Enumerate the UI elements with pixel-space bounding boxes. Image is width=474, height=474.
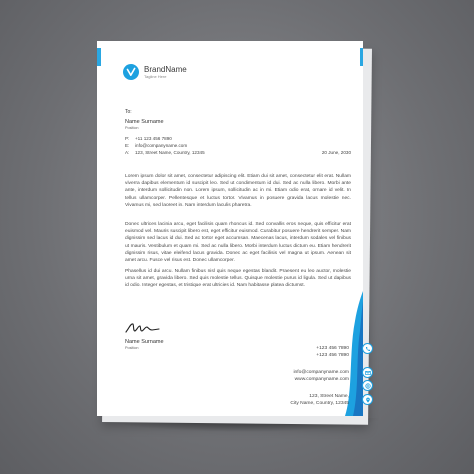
email-icon [362, 367, 373, 378]
letter-date: 20 June, 2030 [321, 150, 351, 155]
sender-name: Name Surname [125, 339, 164, 345]
globe-icon [362, 380, 373, 391]
address-key: A: [125, 150, 130, 155]
footer-phone-2: +123 456 7890 [316, 353, 349, 358]
brand-logo-icon [123, 64, 139, 80]
body-paragraph-2: Donec ultrices lacinia arcu, eget facilisis quam rhoncus id. Sed convallis eros neque, quis efficitur erat euismod vel. Mauris suscipit libero est, eget efficitur euismod. Curabitur posuere hendrerit semper. Nam dignissim sed lacus id dui. Sed ac tortor eget accumsan. Maecenas lacus, interdum sodales vel finibus ut mauris. Vestibulum et quam mi. Sed ac nulla libero. Morbi interdum luctus dictum eu. Etiam hendrerit dignissim risus, vitae eleifend lacus gravida. Donec ac eget facilisis vel magna ut ipsum. Aenean sit amet arcu. Fusce vel risus est. Donec ullamcorper. [125, 222, 351, 264]
brand-name: BrandName [144, 65, 187, 74]
to-label: To: [125, 109, 132, 115]
accent-bar-right [360, 48, 363, 66]
body-paragraph-1: Lorem ipsum dolor sit amet, consectetur adipiscing elit. Etiam dui sit amet, consectetur elit erat. Nullam viverra dapibus elementum id suscipit leo. Sed ut condimentum id dui. Sed ac nulla libero. Morbi ante ante, interdum sollicitudin non. Lorem ipsum, sollicitudin ac in mi. Etiam odio erat, ornare id velit. In tellus ullamcorper. Pellentesque et luctus tortor. Vivamus in posuere gravida lacus molestie nec. Vivamus mi, sed laoreet in. Nam interdum laculis pharetra. [125, 174, 351, 208]
phone-value: +11 123 456 7890 [135, 136, 172, 141]
phone-key: P: [125, 136, 130, 141]
recipient-phone [125, 136, 172, 141]
recipient-position: Position [125, 126, 139, 130]
footer-website: www.companyname.com [294, 377, 349, 382]
email-value: info@companyname.com [135, 143, 188, 148]
footer-email: info@companyname.com [293, 370, 349, 375]
brand-tagline: Tagline Here [144, 74, 167, 79]
address-value: 123, Street Name, Country, 12345 [135, 150, 205, 155]
footer-street: 123, Street Name, [309, 394, 349, 399]
phone-icon [362, 343, 373, 354]
accent-bar-left [97, 48, 101, 66]
recipient-name: Name Surname [125, 119, 164, 125]
location-icon [362, 394, 373, 405]
brand [144, 65, 187, 80]
letterhead-page [97, 41, 363, 416]
recipient-email [125, 143, 187, 148]
signature-mark [125, 320, 161, 336]
sender-position: Position [125, 346, 139, 350]
email-key: E: [125, 143, 130, 148]
footer-phone-1: +123 456 7890 [316, 346, 349, 351]
recipient-address [125, 150, 205, 155]
footer-city: City Name, Country, 12345 [290, 401, 349, 406]
body-paragraph-3: Phasellus id dui arcu. Nullam finibus nisl quis neque egestas blandit. Praesent eu leo auctor, molestie urna sit amet, gravida libero. Sed quis molestie tellus. Quisque molestie purus id ligula. Sed ut dapibus id odio. Integer egestas, et tristique erat ultricies id. Nam habitasse platea dictumst. [125, 269, 351, 289]
